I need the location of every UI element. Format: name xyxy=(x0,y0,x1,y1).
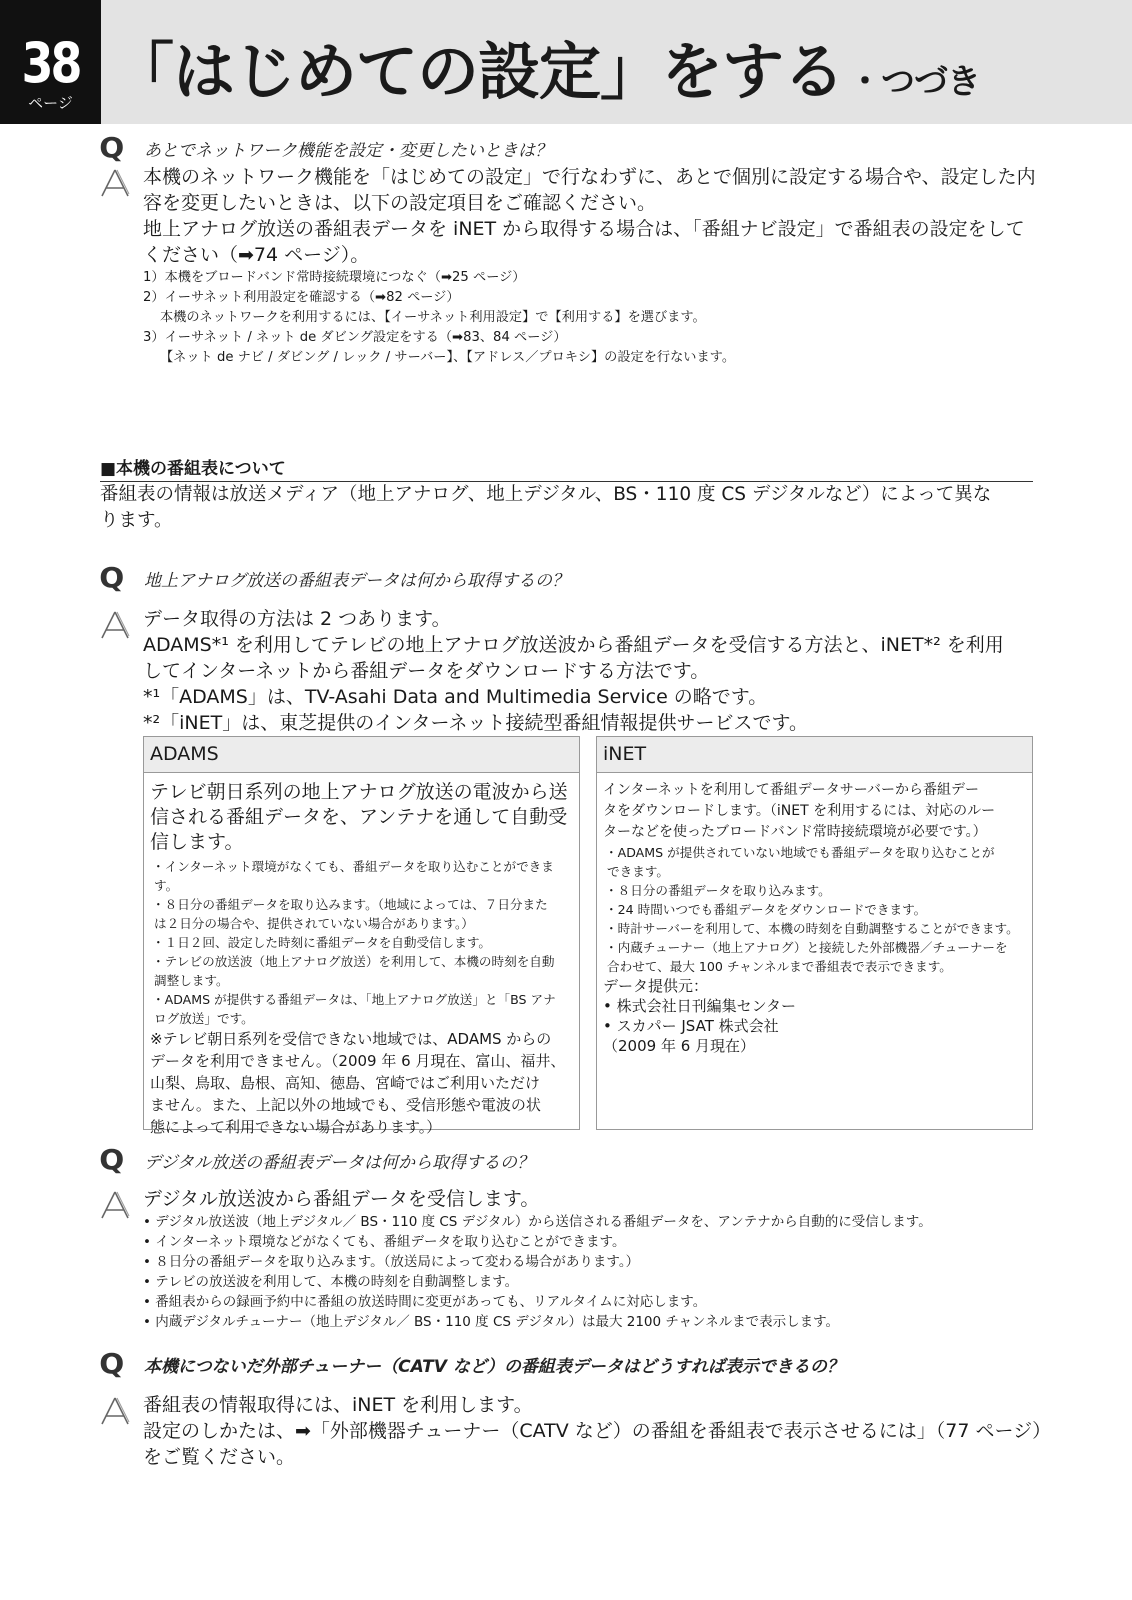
adams-bullet-cont: す。 xyxy=(154,878,179,893)
digital-bullet: • ８日分の番組データを取り込みます。（放送局によって変わる場合があります。） xyxy=(143,1254,640,1270)
inet-provider: データ提供元： xyxy=(603,977,709,995)
question-2 xyxy=(99,561,569,594)
inet-provider: • 株式会社日刊編集センター xyxy=(603,997,797,1015)
inet-bullet: ・８日分の番組データを取り込みます。 xyxy=(605,883,831,898)
inet-bullet: ・内蔵チューナー（地上アナログ）と接続した外部機器／チューナーを xyxy=(605,940,1008,955)
page-title xyxy=(112,34,980,120)
digital-bullet: • インターネット環境などがなくても、番組データを取り込むことができます。 xyxy=(143,1234,626,1250)
answer-4-line: 設定のしかたは、➡「外部機器チューナー（CATV など）の番組を番組表で表示させるには」（77 ページ） xyxy=(143,1420,1052,1442)
adams-note: データを利用できません。（2009 年 6 月現在、富山、福井、 xyxy=(150,1052,566,1070)
question-3-text: デジタル放送の番組表データは何から取得するの？ xyxy=(144,1152,534,1173)
q-mark: Q xyxy=(99,1347,125,1380)
question-1 xyxy=(99,131,552,164)
answer-3-line: デジタル放送波から番組データを受信します。 xyxy=(143,1188,540,1210)
footnote-inet: *²「iNET」は、東芝提供のインターネット接続型番組情報提供サービスです。 xyxy=(143,712,808,734)
digital-bullet: • 内蔵デジタルチューナー（地上デジタル／ BS・110 度 CS デジタル）は最大 2100 チャンネルまで表示します。 xyxy=(143,1314,839,1330)
page-number-box xyxy=(0,0,101,124)
inet-provider: • スカパー JSAT 株式会社 xyxy=(603,1017,779,1035)
adams-bullet-cont: ログ放送」です。 xyxy=(154,1011,254,1026)
section-body xyxy=(100,482,1035,534)
question-4-text: 本機につないだ外部チューナー（CATV など）の番組表データはどうすれば表示できるの？ xyxy=(144,1356,844,1377)
adams-bullet-cont: 調整します。 xyxy=(154,973,229,988)
inet-bullet: ・ADAMS が提供されていない地域でも番組データを取り込むことが xyxy=(605,845,995,860)
inet-bullet-cont: 合わせて、最大 100 チャンネルまで番組表で表示できます。 xyxy=(607,959,952,974)
answer-3 xyxy=(143,1186,1033,1332)
answer-4-line: 番組表の情報取得には、iNET を利用します。 xyxy=(143,1394,533,1416)
answer-1-line: ください（➡74 ページ）。 xyxy=(143,244,370,266)
inet-box-title: iNET xyxy=(597,737,1032,773)
answer-4 xyxy=(143,1392,1052,1470)
inet-bullet: ・24 時間いつでも番組データをダウンロードできます。 xyxy=(605,902,927,917)
adams-bullet: ・ADAMS が提供する番組データは、「地上アナログ放送」と「BS アナ xyxy=(152,992,556,1007)
question-1-text: あとでネットワーク機能を設定・変更したいときは？ xyxy=(144,140,552,161)
answer-2-line: データ取得の方法は 2 つあります。 xyxy=(143,608,451,630)
adams-note: 態によって利用できない場合があります。） xyxy=(150,1118,442,1136)
inet-bullet: ・時計サーバーを利用して、本機の時刻を自動調整することができます。 xyxy=(605,921,1019,936)
page-unit: ページ xyxy=(28,94,73,112)
adams-bullet: ・８日分の番組データを取り込みます。（地域によっては、７日分また xyxy=(152,897,548,912)
section-body-line: ります。 xyxy=(100,510,173,531)
setting-item: 1）本機をブロードバンド常時接続環境につなぐ（➡25 ページ） xyxy=(143,270,526,285)
inet-box xyxy=(596,736,1033,1130)
adams-lead: テレビ朝日系列の地上アナログ放送の電波から送 xyxy=(150,781,568,803)
adams-note: ※テレビ朝日系列を受信できない地域では、ADAMS からの xyxy=(150,1030,552,1048)
q-mark: Q xyxy=(99,1143,125,1176)
adams-lead: 信される番組データを、アンテナを通して自動受 xyxy=(150,806,568,828)
section-body-line: 番組表の情報は放送メディア（地上アナログ、地上デジタル、BS・110 度 CS デジタルなど）によって異な xyxy=(100,484,992,505)
question-2-text: 地上アナログ放送の番組表データは何から取得するの？ xyxy=(144,570,569,591)
adams-bullet: ・テレビの放送波（地上アナログ放送）を利用して、本機の時刻を自動 xyxy=(152,954,555,969)
setting-item-note: 【ネット de ナビ / ダビング / レック / サーバー】、【アドレス／プロキシ】の設定を行ないます。 xyxy=(160,350,736,365)
q-mark: Q xyxy=(99,131,125,164)
digital-bullet: • 番組表からの録画予約中に番組の放送時間に変更があっても、リアルタイムに対応します。 xyxy=(143,1294,707,1310)
adams-note: 山梨、鳥取、島根、高知、徳島、宮崎ではご利用いただけ xyxy=(150,1074,541,1092)
answer-mark-icon xyxy=(100,1396,130,1426)
inet-lead: タをダウンロードします。（iNET を利用するには、対応のルー xyxy=(603,803,996,819)
q-mark: Q xyxy=(99,561,125,594)
answer-2-line: ADAMS*¹ を利用してテレビの地上アナログ放送波から番組データを受信する方法と、iNET*² を利用 xyxy=(143,634,1004,656)
page-title-main: 「はじめての設定」をする xyxy=(112,35,845,108)
adams-box xyxy=(143,736,580,1136)
inet-lead: ターなどを使ったブロードバンド常時接続環境が必要です。） xyxy=(603,824,987,840)
answer-1 xyxy=(143,164,1036,368)
adams-lead: 信します。 xyxy=(150,831,244,853)
adams-note: ません。また、上記以外の地域でも、受信形態や電波の状 xyxy=(150,1096,541,1114)
answer-1-line: 容を変更したいときは、以下の設定項目をご確認ください。 xyxy=(143,192,657,214)
answer-1-line: 地上アナログ放送の番組表データを iNET から取得する場合は、「番組ナビ設定」で番組表の設定をして xyxy=(143,218,1025,240)
digital-bullet: • デジタル放送波（地上デジタル／ BS・110 度 CS デジタル）から送信される番組データを、アンテナから自動的に受信します。 xyxy=(143,1214,932,1230)
setting-item: 3）イーサネット / ネット de ダビング設定をする（➡83、84 ページ） xyxy=(143,330,567,345)
digital-bullet: • テレビの放送波を利用して、本機の時刻を自動調整します。 xyxy=(143,1274,519,1290)
inet-bullet-cont: できます。 xyxy=(607,864,669,879)
page-title-sub: ・つづき xyxy=(848,62,981,102)
inet-provider: （2009 年 6 月現在） xyxy=(603,1037,756,1055)
section-heading: ■本機の番組表について xyxy=(100,454,1033,482)
question-3 xyxy=(99,1143,534,1176)
answer-4-line: をご覧ください。 xyxy=(143,1446,296,1468)
adams-box-title: ADAMS xyxy=(144,737,579,773)
adams-bullet: ・インターネット環境がなくても、番組データを取り込むことができま xyxy=(152,859,554,874)
answer-mark-icon xyxy=(100,1190,130,1220)
inet-lead: インターネットを利用して番組データサーバーから番組デー xyxy=(603,782,980,798)
answer-1-line: 本機のネットワーク機能を「はじめての設定」で行なわずに、あとで個別に設定する場合や、設定した内 xyxy=(143,166,1036,188)
footnote-adams: *¹「ADAMS」は、TV-Asahi Data and Multimedia Service の略です。 xyxy=(143,686,768,708)
answer-mark-icon xyxy=(100,168,130,198)
answer-mark-icon xyxy=(100,610,130,640)
adams-bullet-cont: は２日分の場合や、提供されていない場合があります。） xyxy=(154,916,474,931)
answer-2-line: してインターネットから番組データをダウンロードする方法です。 xyxy=(143,660,710,682)
answer-2 xyxy=(143,606,1033,736)
setting-item: 2）イーサネット利用設定を確認する（➡82 ページ） xyxy=(143,290,460,305)
question-4 xyxy=(99,1347,844,1380)
setting-item-note: 本機のネットワークを利用するには、【イーサネット利用設定】で【利用する】を選びます。 xyxy=(160,310,706,325)
page-number: 38 xyxy=(21,30,80,96)
adams-bullet: ・１日２回、設定した時刻に番組データを自動受信します。 xyxy=(152,935,492,950)
